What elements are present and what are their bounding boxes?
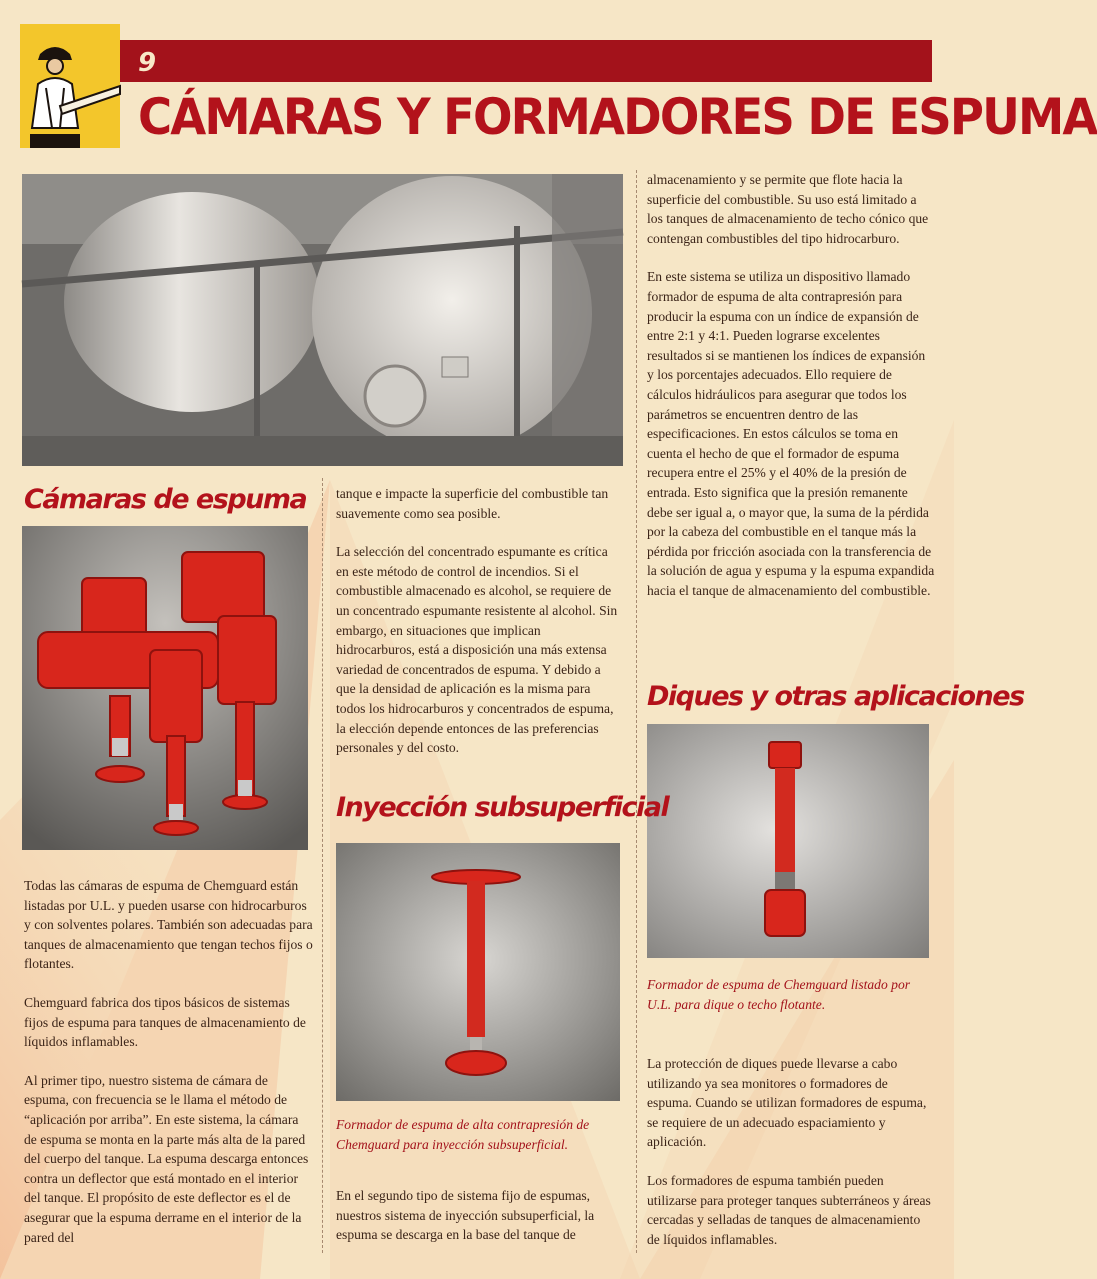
middle-bottom-text [336,1186,622,1264]
paragraph: En el segundo tipo de sistema fijo de espumas, nuestros sistema de inyección subsuperficial, la espuma se descarga en la base del tanque de [336,1188,595,1243]
page-title: CÁMARAS Y FORMADORES DE ESPUMA [138,88,1097,146]
subsurface-foam-maker-photo [336,843,620,1101]
header-bar [120,40,932,82]
caption-diques: Formador de espuma de Chemguard listado por U.L. para dique o techo flotante. [647,977,911,1012]
firefighter-logo [20,24,120,148]
column-divider [636,170,637,1253]
paragraph: Al primer tipo, nuestro sistema de cámara de espuma, con frecuencia se le llama el método de “aplicación por arriba”. En este sistema, la cámara de espuma se monta en la parte más alta de la pared del cuerpo del tanque. La espuma descarga entonces contra un deflector que está montado en el interior del tanque. El propósito de este deflector es el de asegurar que la espuma derrame en el interior de la pared del [24,1072,309,1245]
dike-foam-maker-photo [647,724,929,958]
caption-inyeccion: Formador de espuma de alta contrapresión de Chemguard para inyección subsuperficial. [336,1117,590,1152]
section-title-inyeccion: Inyección subsuperficial [336,792,669,823]
paragraph: tanque e impacte la superficie del combustible tan suavemente como sea posible. [336,486,609,521]
paragraph: En este sistema se utiliza un dispositivo llamado formador de espuma de alta contrapresión para producir la espuma con un índice de expansión de entre 2:1 y 4:1. Pueden lograrse excelentes resultados si se mantienen los índices de expansión y los porcentajes adecuados. Ello requiere de cálculos hidráulicos para asegurar que todos los parámetros se encuentren dentro de las especificaciones. En estos cálculos se toma en cuenta el hecho de que el formador de espuma recupera entre el 25% y el 40% de la presión de entrada. Esto significa que la presión remanente debe ser igual a, o mayor que, la suma de la pérdida por la cabeza del combustible en el tanque más la pérdida por fricción asociada con la transferencia de la solución de agua y espuma y la espuma expandida hacia el tanque de almacenamiento del combustible. [647,269,935,598]
left-column-text [24,876,314,1266]
middle-column-text [336,484,622,777]
right-bottom-text [647,1054,935,1268]
page-number: 9 [138,48,157,78]
storage-tanks-photo [22,174,623,466]
paragraph: La protección de diques puede llevarse a cabo utilizando ya sea monitores o formadores de espuma. Cuando se utilizan formadores de espuma, se requiere de un adecuado espaciamiento y aplicación. [647,1056,927,1150]
right-column-text [647,170,935,619]
paragraph: almacenamiento y se permite que flote hacia la superficie del combustible. Su uso está limitado a los tanques de almacenamiento de techo cónico que contengan combustibles del tipo hidrocarburo. [647,172,929,246]
paragraph: Los formadores de espuma también pueden utilizarse para proteger tanques subterráneos y áreas cercadas y selladas de tanques de almacenamiento de líquidos inflamables. [647,1172,931,1247]
section-title-camaras: Cámaras de espuma [24,484,307,515]
paragraph: Chemguard fabrica dos tipos básicos de sistemas fijos de espuma para tanques de almacenamiento de líquidos inflamables. [24,994,306,1050]
column-divider [322,478,323,1253]
paragraph: Todas las cámaras de espuma de Chemguard están listadas por U.L. y pueden usarse con hidrocarburos y con solventes polares. También son adecuadas para tanques de almacenamiento que tengan techos fijos o flotantes. [24,878,313,972]
paragraph: La selección del concentrado espumante es crítica en este método de control de incendios. Si el combustible almacenado es alcohol, se requiere de un concentrado espumante resistente al alcohol. Sin embargo, en situaciones que implican hidrocarburos, está a disposición una más extensa variedad de concentrados de espuma. Y debido a que la densidad de aplicación es la misma para todos los hidrocarburos y concentrados de espuma, la elección depende entonces de las preferencias personales y del costo. [336,544,618,756]
section-title-diques: Diques y otras aplicaciones [647,681,1024,712]
firefighter-icon [20,24,120,148]
foam-chambers-photo [22,526,308,850]
